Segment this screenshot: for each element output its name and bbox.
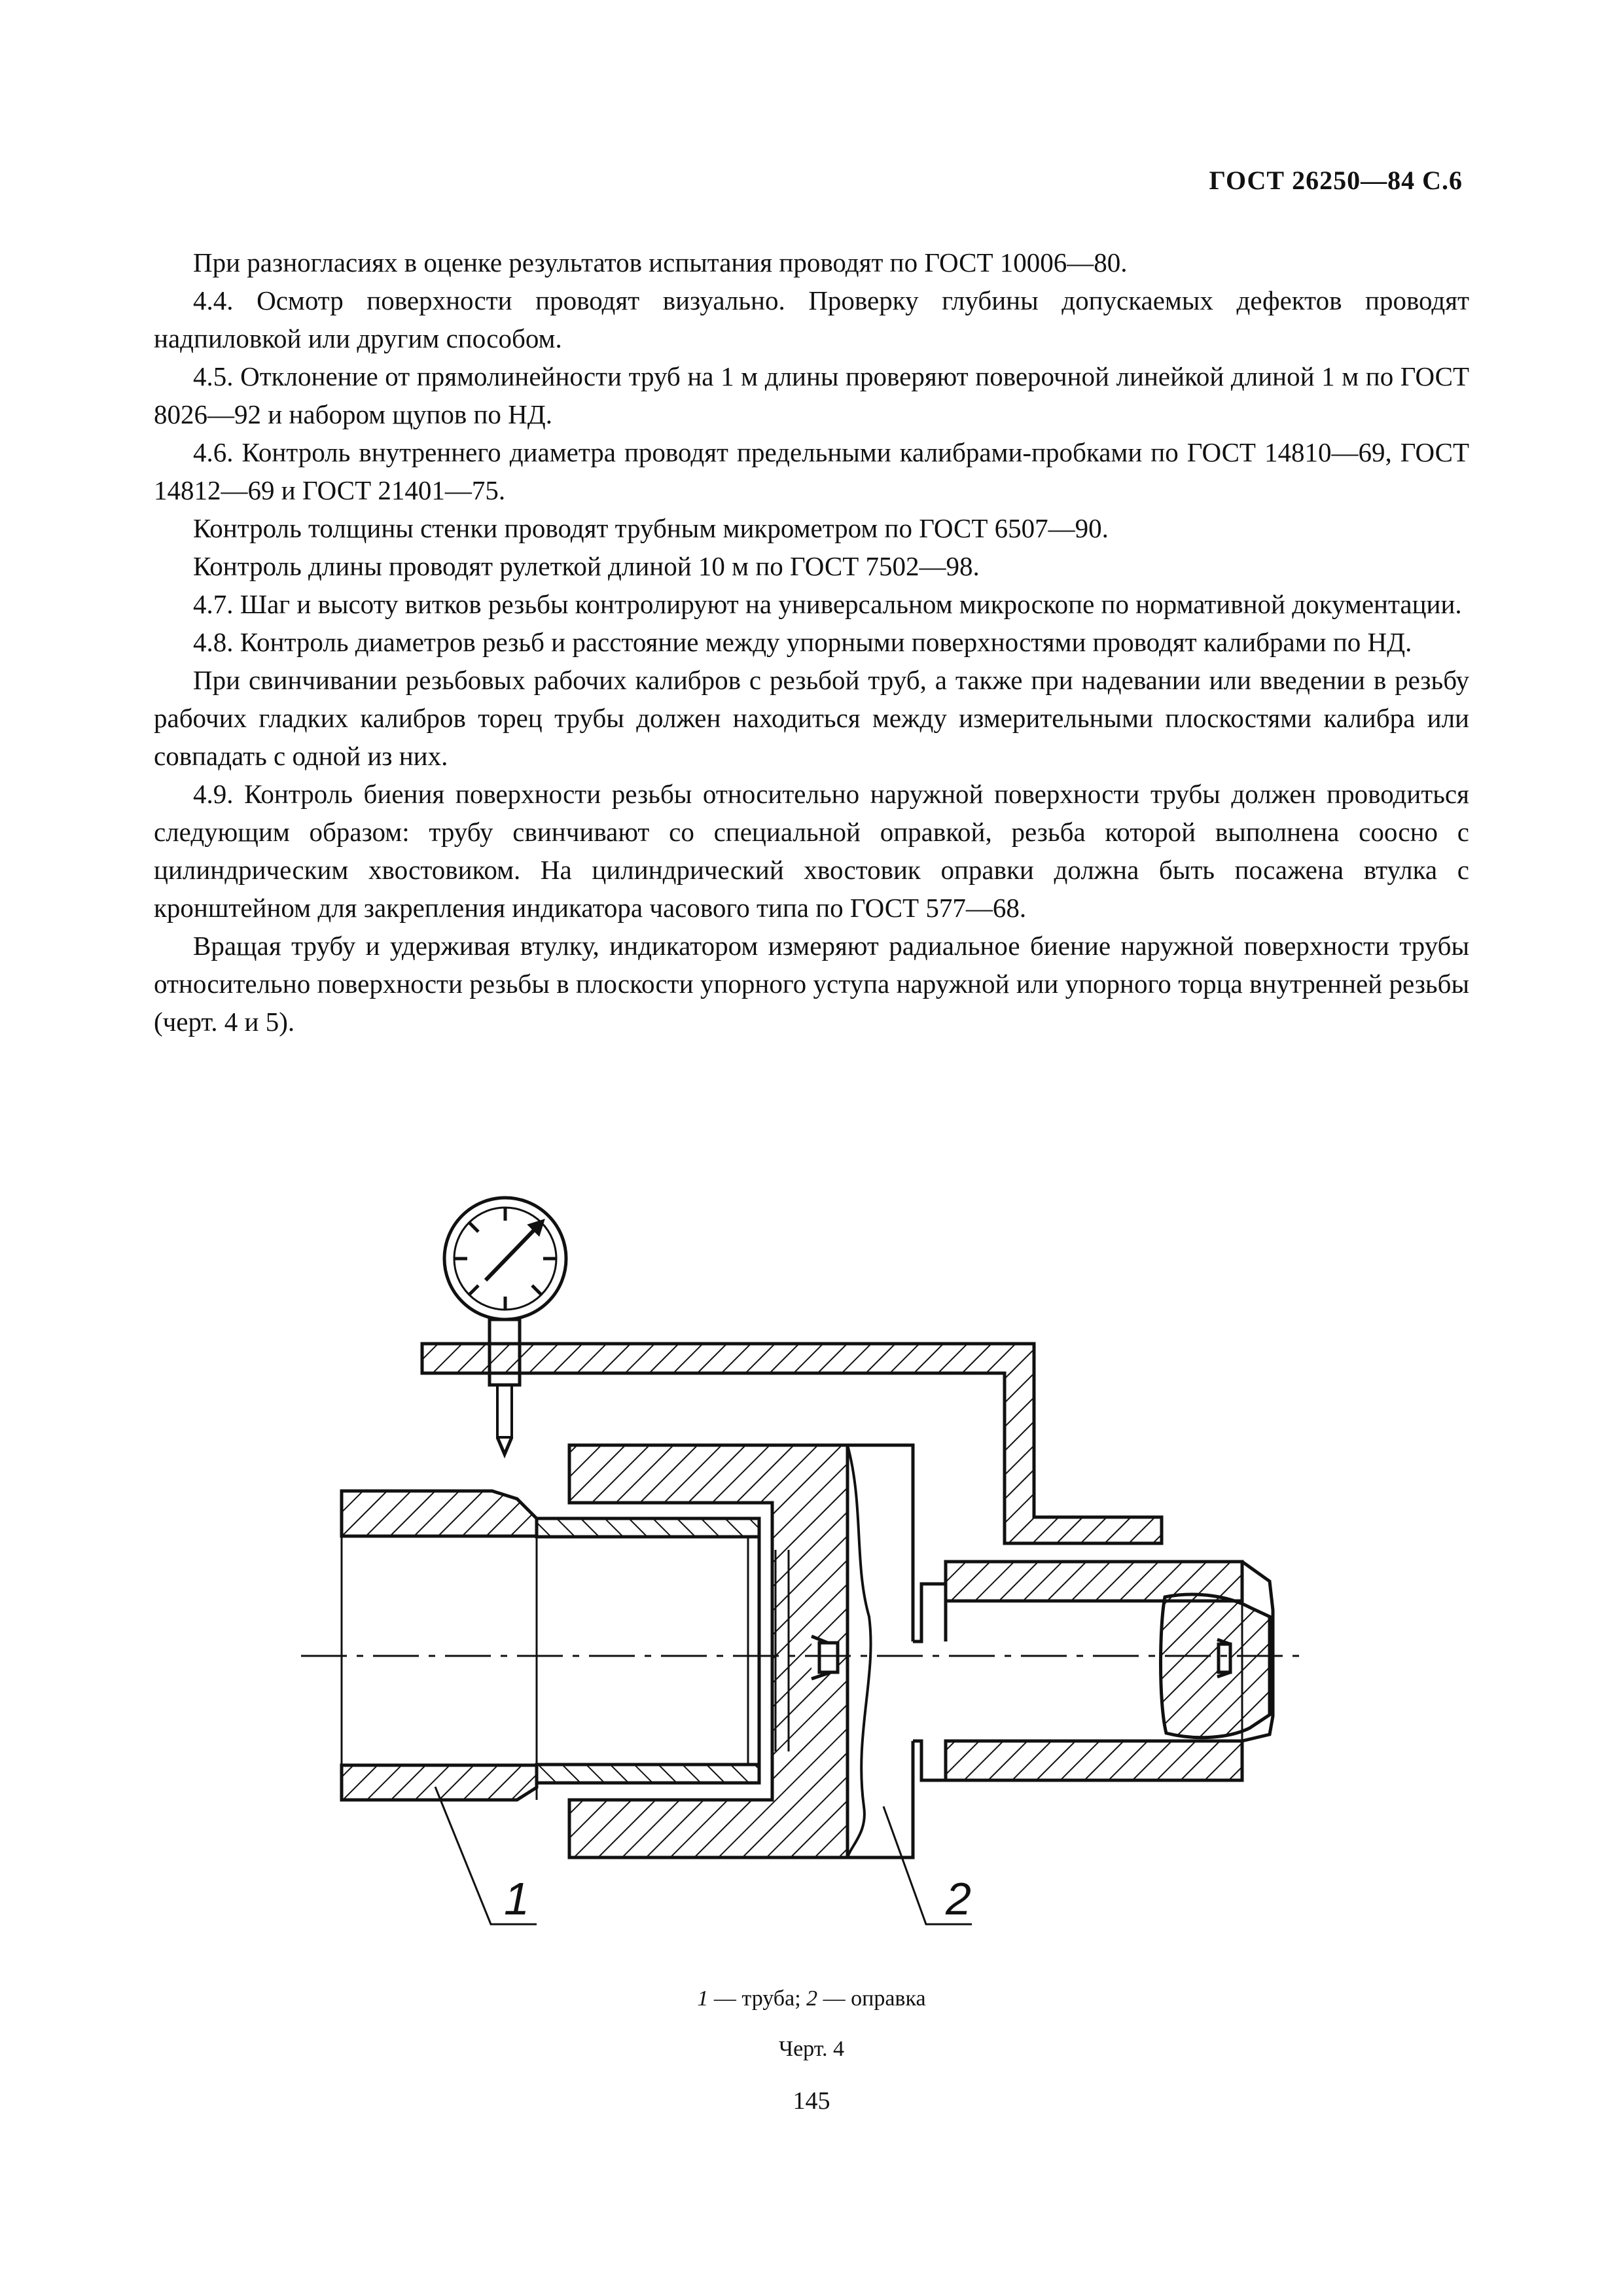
paragraph: 4.6. Контроль внутреннего диаметра проводят предельными калибрами-пробками по ГОСТ 14810—69, ГОСТ 14812—69 и ГОСТ 21401—75. — [154, 437, 1469, 505]
legend-text: — труба; — [708, 1986, 807, 2011]
pipe-wall-top — [342, 1491, 537, 1536]
paragraph: 4.4. Осмотр поверхности проводят визуально. Проверку глубины допускаемых дефектов проводят надпиловкой или другим способом. — [154, 285, 1469, 353]
dial-indicator — [444, 1198, 566, 1454]
page-header: ГОСТ 26250—84 С.6 — [1209, 166, 1463, 195]
mandrel-body — [569, 1445, 847, 1857]
paragraph: Контроль толщины стенки проводят трубным микрометром по ГОСТ 6507—90. — [193, 513, 1109, 543]
paragraph: При свинчивании резьбовых рабочих калибров с резьбой труб, а также при надевании или введении в резьбу рабочих гладких калибров торец трубы должен находиться между измерительными плоскостями калибра или совпадать с одной из них. — [154, 665, 1469, 771]
paragraph: 4.9. Контроль биения поверхности резьбы относительно наружной поверхности трубы должен проводиться следующим образом: трубу свинчивают со специальной оправкой, резьба которой выполнена соосно с цилиндрическим хвостовиком. На цилиндрический хвостовик оправки должна быть посажена втулка с кронштейном для закрепления индикатора часового типа по ГОСТ 577—68. — [154, 779, 1469, 923]
legend-num: 2 — [806, 1986, 818, 2011]
paragraph: Вращая трубу и удерживая втулку, индикатором измеряют радиальное биение наружной поверхности трубы относительно поверхности резьбы в плоскости упорного уступа наружной или упорного торца внутренней резьбы (черт. 4 и 5). — [154, 931, 1469, 1037]
paragraph: 4.5. Отклонение от прямолинейности труб на 1 м длины проверяют поверочной линейкой длиной 1 м по ГОСТ 8026—92 и набором щупов по НД. — [154, 361, 1469, 429]
callout-2: 2 — [946, 1873, 971, 1924]
paragraph: 4.8. Контроль диаметров резьб и расстояние между упорными поверхностями проводят калибрами по НД. — [193, 627, 1412, 657]
page-number: 145 — [793, 2087, 830, 2115]
paragraph: 4.7. Шаг и высоту витков резьбы контролируют на универсальном микроскопе по нормативной документации. — [193, 589, 1462, 619]
figure-label: Черт. 4 — [778, 2037, 845, 2061]
drawing-lines — [301, 1198, 1309, 1924]
legend-num: 1 — [697, 1986, 709, 2011]
legend-text: — оправка — [817, 1986, 926, 2011]
figure-legend — [0, 1986, 1623, 2011]
paragraph: При разногласиях в оценке результатов испытания проводят по ГОСТ 10006—80. — [193, 247, 1128, 278]
callout-1: 1 — [504, 1873, 529, 1924]
paragraph: Контроль длины проводят рулеткой длиной 10 м по ГОСТ 7502—98. — [193, 551, 980, 581]
